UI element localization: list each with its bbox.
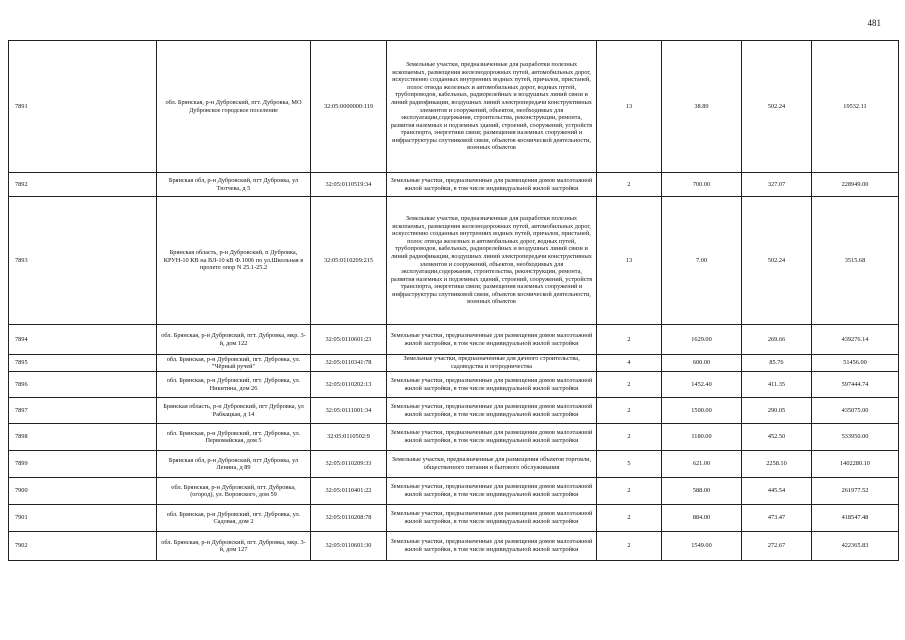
specific-value-cell: 290.05	[742, 398, 812, 424]
area-cell: 588.00	[662, 478, 742, 505]
area-cell: 1500.00	[662, 398, 742, 424]
specific-value-cell: 452.50	[742, 424, 812, 451]
cadastral-value-cell: 418547.48	[812, 505, 899, 532]
area-cell: 7.00	[662, 197, 742, 325]
group-cell: 4	[597, 355, 662, 372]
group-cell: 2	[597, 505, 662, 532]
land-use-cell: Земельные участки, предназначенные для размещения домов малоэтажной жилой застройки, в том числе индивидуальной жилой застройки	[387, 325, 597, 355]
address-cell: обл. Брянская, р-н Дубровский, пгт. Дубровка, ул. Первомайская, дом 5	[157, 424, 311, 451]
row-number: 7901	[9, 505, 157, 532]
row-number: 7897	[9, 398, 157, 424]
page-number: 481	[867, 18, 881, 28]
cadastral-value-cell: 422365.83	[812, 532, 899, 561]
address-cell: обл. Брянская, р-н Дубровский, пгт. Дубровка, ул. Садовая, дом 2	[157, 505, 311, 532]
group-cell: 2	[597, 478, 662, 505]
address-cell: обл. Брянская, р-н Дубровский, пгт. Дубровка, мкр. 3-й, дом 122	[157, 325, 311, 355]
address-cell: обл. Брянская, р-н Дубровский, пгт. Дубровка, (огород), ул. Воровского, дом 59	[157, 478, 311, 505]
group-cell: 13	[597, 41, 662, 173]
area-cell: 700.00	[662, 173, 742, 197]
table-row	[9, 532, 899, 561]
cadastral-value-cell: 435075.00	[812, 398, 899, 424]
address-cell: Брянская область, р-н Дубровский, п Дубровка, КРУН-10 КВ на ВЛ-10 кВ Ф.1006 по ул.Школьная в пролете опор N 25.1-25.2	[157, 197, 311, 325]
specific-value-cell: 502.24	[742, 197, 812, 325]
row-number: 7893	[9, 197, 157, 325]
group-cell: 2	[597, 372, 662, 398]
group-cell: 2	[597, 325, 662, 355]
row-number: 7892	[9, 173, 157, 197]
area-cell: 621.00	[662, 451, 742, 478]
cadastral-value-cell: 439276.14	[812, 325, 899, 355]
address-cell: Брянская область, р-н Дубровский, пгт Дубровка, ул Рабкацкая, д 14	[157, 398, 311, 424]
specific-value-cell: 502.24	[742, 41, 812, 173]
land-use-cell: Земельные участки, предназначенные для размещения домов малоэтажной жилой застройки, в том числе индивидуальной жилой застройки	[387, 398, 597, 424]
land-use-cell: Земельные участки, предназначенные для размещения домов малоэтажной жилой застройки, в том числе индивидуальной жилой застройки	[387, 424, 597, 451]
row-number: 7900	[9, 478, 157, 505]
specific-value-cell: 327.07	[742, 173, 812, 197]
cadastral-number-cell: 32:05:0110601:23	[311, 325, 387, 355]
table-row	[9, 197, 899, 325]
specific-value-cell: 85.76	[742, 355, 812, 372]
land-use-cell: Земельные участки, предназначенные для размещения домов малоэтажной жилой застройки, в том числе индивидуальной жилой застройки	[387, 478, 597, 505]
cadastral-number-cell: 32:05:0110208:78	[311, 505, 387, 532]
land-use-cell: Земельные участки, предназначенные для размещения домов малоэтажной жилой застройки, в том числе индивидуальной жилой застройки	[387, 372, 597, 398]
address-cell: Брянская обл, р-н Дубровский, пгт Дубровка, ул Тютчева, д 5	[157, 173, 311, 197]
cadastral-number-cell: 32:05:0110202:13	[311, 372, 387, 398]
table-row	[9, 41, 899, 173]
cadastral-number-cell: 32:05:0110401:22	[311, 478, 387, 505]
table-row	[9, 173, 899, 197]
cadastral-number-cell: 32:05:0110341:78	[311, 355, 387, 372]
row-number: 7895	[9, 355, 157, 372]
table-row	[9, 451, 899, 478]
area-cell: 1549.00	[662, 532, 742, 561]
cadastral-number-cell: 32:05:0111001:34	[311, 398, 387, 424]
group-cell: 13	[597, 197, 662, 325]
land-use-cell: Земельные участки, предназначенные для размещения объектов торговли, общественного питания и бытового обслуживания	[387, 451, 597, 478]
land-use-cell: Земельные участки, предназначенные для разработки полезных ископаемых, размещения железнодорожных путей, автомобильных дорог, искусственно созданных внутренних водных путей, причалов, пристаней, полос отвода железных и автомобильных дорог, водных путей, трубопроводов, кабельных, радиорелейных и воздушных линий связи и линий радиофикации, воздушных линий электропередачи конструктивных элементов и сооружений, объектов, необходимых для эксплуатации,содержания, строительства, реконструкции, ремонта, развития наземных и подземных зданий, строений, сооружений, устройств транспорта, энергетики связи; размещения наземных сооружений и инфраструктуры спутниковой связи, объектов космической деятельности, военных объектов	[387, 197, 597, 325]
land-use-cell: Земельные участки, предназначенные для дачного строительства, садоводства и огородничества	[387, 355, 597, 372]
area-cell: 1452.40	[662, 372, 742, 398]
cadastral-value-table	[8, 40, 899, 561]
address-cell: обл. Брянская, р-н Дубровский, пгт. Дубровка, ул. "Чёрный ручей"	[157, 355, 311, 372]
area-cell: 38.89	[662, 41, 742, 173]
table-row	[9, 372, 899, 398]
address-cell: обл. Брянская, р-н Дубровский, пгт. Дубровка, ул. Никитина, дом 26	[157, 372, 311, 398]
address-cell: обл. Брянская, р-н Дубровский, пгт. Дубровка, МО Дубровское городское поселение	[157, 41, 311, 173]
row-number: 7899	[9, 451, 157, 478]
group-cell: 2	[597, 173, 662, 197]
area-cell: 1180.00	[662, 424, 742, 451]
cadastral-number-cell: 32:05:0110209:33	[311, 451, 387, 478]
cadastral-value-cell: 1402280.10	[812, 451, 899, 478]
cadastral-value-cell: 261977.52	[812, 478, 899, 505]
specific-value-cell: 269.66	[742, 325, 812, 355]
area-cell: 600.00	[662, 355, 742, 372]
cadastral-value-cell: 51456.00	[812, 355, 899, 372]
area-cell: 1629.00	[662, 325, 742, 355]
land-use-cell: Земельные участки, предназначенные для размещения домов малоэтажной жилой застройки, в том числе индивидуальной жилой застройки	[387, 532, 597, 561]
address-cell: обл. Брянская, р-н Дубровский, пгт. Дубровка, мкр. 3-й, дом 127	[157, 532, 311, 561]
cadastral-value-cell: 19532.11	[812, 41, 899, 173]
area-cell: 884.00	[662, 505, 742, 532]
address-cell: Брянская обл, р-н Дубровский, пгт Дубровка, ул Ленина, д 89	[157, 451, 311, 478]
table-row	[9, 355, 899, 372]
specific-value-cell: 445.54	[742, 478, 812, 505]
cadastral-number-cell: 32:05:0110601:30	[311, 532, 387, 561]
cadastral-value-cell: 3515.68	[812, 197, 899, 325]
specific-value-cell: 272.67	[742, 532, 812, 561]
cadastral-value-cell: 597444.74	[812, 372, 899, 398]
land-use-cell: Земельные участки, предназначенные для разработки полезных ископаемых, размещения железнодорожных путей, автомобильных дорог, искусственно созданных внутренних водных путей, причалов, пристаней, полос отвода железных и автомобильных дорог, водных путей, трубопроводов, кабельных, радиорелейных и воздушных линий связи и линий радиофикации, воздушных линий электропередачи конструктивных элементов и сооружений, объектов, необходимых для эксплуатации,содержания, строительства, реконструкции, ремонта, развития наземных и подземных зданий, строений, сооружений, устройств транспорта, энергетики связи; размещения наземных сооружений и инфраструктуры спутниковой связи, объектов космической деятельности, военных объектов	[387, 41, 597, 173]
table-row	[9, 424, 899, 451]
cadastral-number-cell: 32:05:0110519:34	[311, 173, 387, 197]
land-use-cell: Земельные участки, предназначенные для размещения домов малоэтажной жилой застройки, в том числе индивидуальной жилой застройки	[387, 505, 597, 532]
table-row	[9, 505, 899, 532]
table-row	[9, 398, 899, 424]
cadastral-number-cell: 32:05:0110502:9	[311, 424, 387, 451]
cadastral-number-cell: 32:05:0110209:215	[311, 197, 387, 325]
specific-value-cell: 411.35	[742, 372, 812, 398]
specific-value-cell: 2258.10	[742, 451, 812, 478]
group-cell: 2	[597, 424, 662, 451]
table-row	[9, 478, 899, 505]
specific-value-cell: 473.47	[742, 505, 812, 532]
cadastral-value-cell: 228949.00	[812, 173, 899, 197]
cadastral-value-cell: 533950.00	[812, 424, 899, 451]
group-cell: 2	[597, 398, 662, 424]
group-cell: 2	[597, 532, 662, 561]
row-number: 7891	[9, 41, 157, 173]
land-use-cell: Земельные участки, предназначенные для размещения домов малоэтажной жилой застройки, в том числе индивидуальной жилой застройки	[387, 173, 597, 197]
row-number: 7898	[9, 424, 157, 451]
row-number: 7896	[9, 372, 157, 398]
table-row	[9, 325, 899, 355]
group-cell: 5	[597, 451, 662, 478]
row-number: 7902	[9, 532, 157, 561]
cadastral-number-cell: 32:05:0000000:119	[311, 41, 387, 173]
row-number: 7894	[9, 325, 157, 355]
